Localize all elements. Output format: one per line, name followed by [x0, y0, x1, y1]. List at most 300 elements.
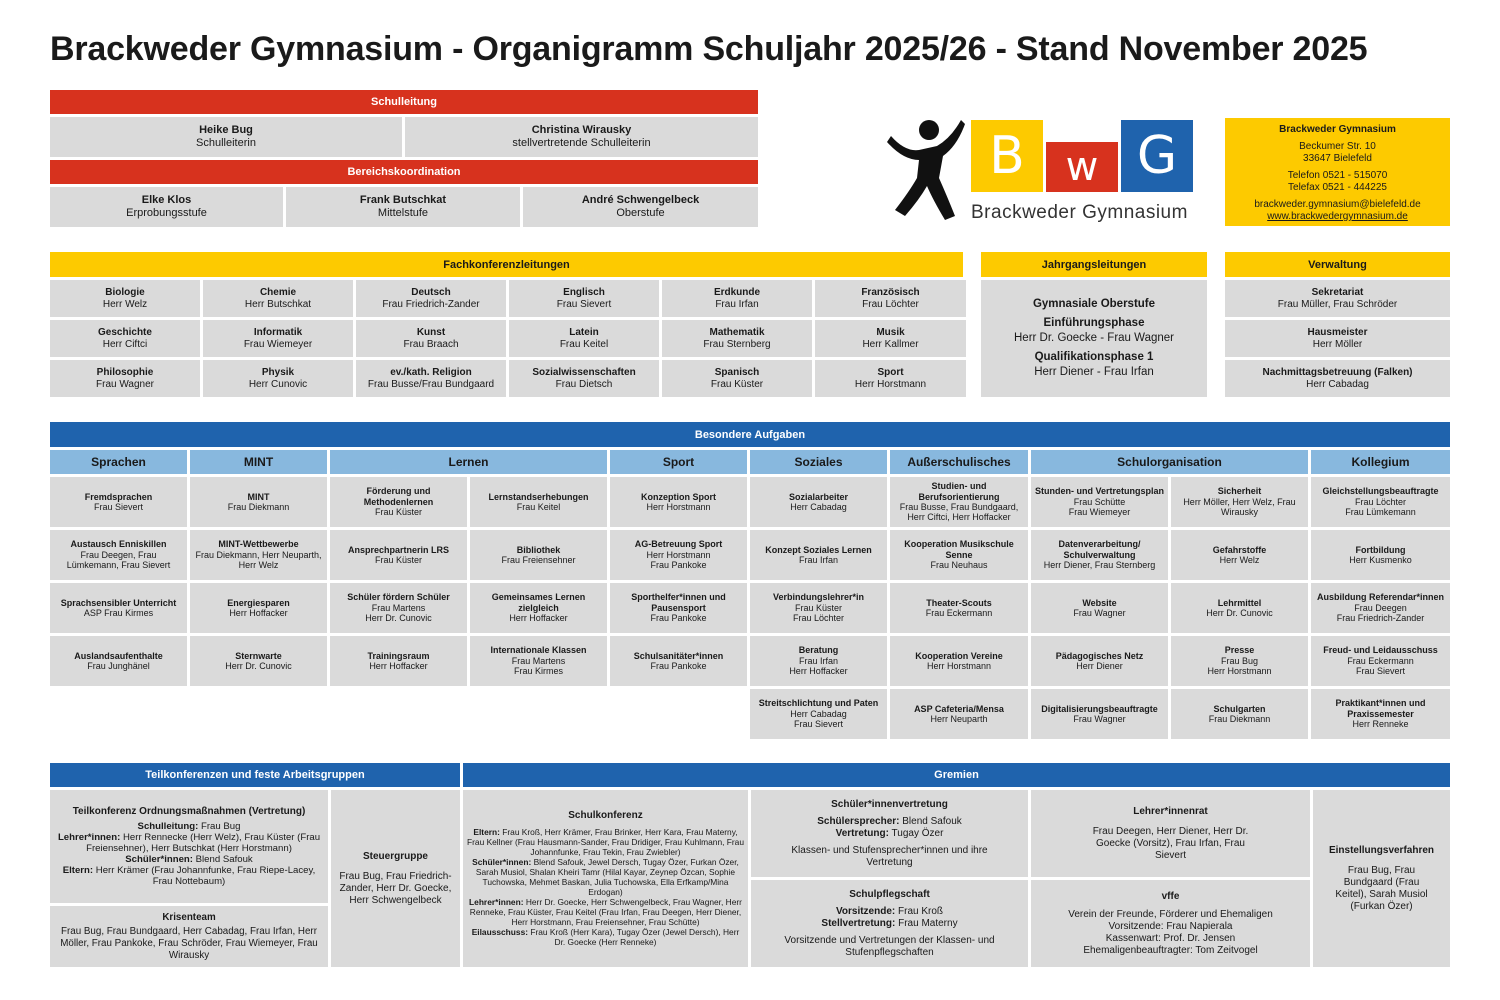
task-people: Herr Dr. Cunovic: [1206, 608, 1273, 618]
task-title: Gefahrstoffe: [1212, 544, 1267, 555]
page-title: Brackweder Gymnasium - Organigramm Schuljahr 2025/26 - Stand November 2025: [50, 30, 1368, 68]
task-cell: [750, 689, 887, 739]
category-header: Soziales: [750, 450, 887, 474]
card-title: Krisenteam: [162, 911, 216, 923]
card-note: Vorsitzende und Vertretungen der Klassen- und Stufenpflegschaften: [784, 934, 995, 958]
task-title: Bibliothek: [516, 544, 561, 555]
fachkonferenz-cell: [50, 280, 200, 317]
task-cell: [610, 477, 747, 527]
task-people: Herr Kusmenko: [1349, 555, 1412, 565]
subject-name: Philosophie: [96, 366, 154, 378]
address-box: [1225, 118, 1450, 226]
task-cell: [1171, 530, 1308, 580]
task-cell: [50, 477, 187, 527]
task-cell: [890, 530, 1028, 580]
person-name: Christina Wirausky: [531, 123, 632, 136]
lehrerrat-card: [1031, 790, 1310, 877]
besondere-header: Besondere Aufgaben: [50, 422, 1450, 447]
task-people: Frau Eckermann: [925, 608, 993, 618]
task-people: Frau Keitel: [516, 502, 561, 512]
subject-name: Chemie: [259, 286, 297, 298]
task-people: Frau Bug Herr Horstmann: [1207, 655, 1272, 677]
task-title: Sprachsensibler Unterricht: [60, 597, 177, 608]
task-title: MINT-Wettbewerbe: [218, 539, 299, 550]
subject-name: Musik: [876, 326, 905, 338]
card-people: Frau Deegen, Herr Diener, Herr Dr. Goecke (Vorsitz), Frau Irfan, Frau Sievert: [1092, 825, 1249, 861]
card-title: Schulpflegschaft: [849, 888, 930, 900]
task-title: Stunden- und Vertretungsplan: [1035, 486, 1165, 497]
jumping-figure-icon: [885, 116, 967, 221]
vffe-card: [1031, 880, 1310, 967]
task-cell: [190, 636, 327, 686]
task-cell: [1311, 530, 1450, 580]
task-cell: [610, 583, 747, 633]
task-cell: [1171, 477, 1308, 527]
subject-name: Physik: [261, 366, 295, 378]
task-title: ASP Cafeteria/Mensa: [914, 703, 1004, 714]
task-title: Sicherheit: [1217, 486, 1262, 497]
task-people: Herr Dr. Cunovic: [225, 661, 292, 671]
fachkonferenz-cell: [509, 320, 659, 357]
task-title: Gemeinsames Lernen zielgleich: [491, 592, 586, 613]
subject-name: Mathematik: [709, 326, 765, 338]
schulleitung-header: Schulleitung: [50, 90, 758, 114]
task-cell: [190, 477, 327, 527]
task-people: Frau Wagner: [1073, 714, 1126, 724]
person-name: Heike Bug: [199, 123, 253, 136]
task-cell: [50, 530, 187, 580]
school-name: Brackweder Gymnasium: [1279, 124, 1396, 135]
oberstufe-title: Gymnasiale Oberstufe: [1032, 298, 1156, 311]
task-people: Frau Neuhaus: [930, 560, 988, 571]
value: Herr Dr. Goecke, Herr Schwengelbeck, Frau Wagner, Herr Renneke, Frau Küster, Frau Keitel (Frau Irfan, Frau Deegen, Herr Diener, Herr Horstmann, Frau Freiensehner, Frau Schütte): [469, 897, 742, 928]
subject-name: Sozialwissenschaften: [532, 366, 636, 378]
task-cell: [610, 636, 747, 686]
subject-name: ev./kath. Religion: [390, 366, 472, 378]
task-people: Herr Hoffacker: [369, 661, 428, 671]
person-card-mittelstufe: [286, 187, 520, 227]
subject-person: Frau Küster: [710, 378, 764, 390]
person-card-oberstufe: [523, 187, 758, 227]
task-people: Herr Neuparth: [930, 714, 988, 724]
task-people: Frau Irfan: [798, 555, 838, 565]
label: Stellvertretung:: [821, 917, 896, 929]
task-title: Konzept Soziales Lernen: [765, 544, 872, 555]
task-title: Streitschlichtung und Paten: [758, 698, 879, 709]
card-title: Teilkonferenz Ordnungsmaßnahmen (Vertretung): [72, 805, 306, 817]
value: Herr Rennecke (Herr Welz), Frau Küster (Frau Freiensehner), Herr Butschkat (Herr Horstmann): [86, 832, 321, 855]
person-name: Frank Butschkat: [359, 193, 447, 206]
person-card-stellv-schulleiterin: [405, 117, 758, 157]
task-title: Sporthelfer*innen und Pausensport: [631, 592, 726, 613]
task-people: Frau Pankoke: [650, 613, 707, 624]
task-title: Lernstandserhebungen: [488, 491, 589, 502]
task-title: Theater-Scouts: [926, 597, 992, 608]
task-title: Sternwarte: [235, 650, 282, 661]
subject-name: Geschichte: [98, 326, 152, 338]
task-title: Förderung und Methodenlernen: [363, 486, 434, 507]
item-person: Herr Möller: [1312, 338, 1363, 350]
task-cell: [1031, 636, 1168, 686]
item-person: Herr Cabadag: [1306, 378, 1369, 390]
label: Vertretung:: [835, 827, 889, 839]
value: Frau Bug: [200, 821, 241, 833]
vffe-line: Kassenwart: Prof. Dr. Jensen: [1105, 932, 1236, 944]
task-title: Website: [1082, 597, 1117, 608]
logo-subtitle: Brackweder Gymnasium: [971, 202, 1188, 223]
fachkonferenz-cell: [356, 360, 506, 397]
fax: Telefax 0521 - 444225: [1288, 182, 1387, 193]
task-title: AG-Betreuung Sport: [634, 539, 723, 550]
subject-name: Latein: [569, 326, 599, 338]
verwaltung-nachmittag: [1225, 360, 1450, 397]
fachkonferenz-header: Fachkonferenzleitungen: [50, 252, 963, 277]
card-people: Frau Bug, Frau Friedrich-Zander, Herr Dr. Goecke, Herr Schwengelbeck: [339, 870, 452, 906]
task-people: Herr Renneke: [1352, 719, 1409, 730]
task-cell: [1311, 477, 1450, 527]
logo-letter-w: w: [1046, 142, 1118, 192]
task-cell: [330, 530, 467, 580]
task-title: Konzeption Sport: [641, 491, 716, 502]
subject-name: Französisch: [861, 286, 920, 298]
subject-name: Informatik: [253, 326, 303, 338]
task-cell: [610, 530, 747, 580]
category-header: Außerschulisches: [890, 450, 1028, 474]
subject-name: Biologie: [105, 286, 145, 298]
fachkonferenz-cell: [203, 320, 353, 357]
task-people: Frau Wagner: [1073, 608, 1126, 618]
task-people: Herr Diener, Frau Sternberg: [1043, 560, 1156, 571]
subject-name: Sport: [877, 366, 904, 378]
value: Herr Krämer (Frau Johannfunke, Frau Riepe-Lacey, Frau Nottebaum): [95, 865, 316, 888]
vffe-line: Ehemaligenbeauftragter: Tom Zeitvogel: [1083, 944, 1258, 956]
task-title: Schüler fördern Schüler: [347, 592, 450, 603]
fachkonferenz-cell: [815, 280, 966, 317]
subject-person: Herr Welz: [102, 298, 148, 310]
task-title: Kooperation Musikschule Senne: [904, 539, 1014, 560]
task-people: Frau Küster Frau Löchter: [792, 602, 845, 624]
task-people: Frau Deegen, Frau Lümkemann, Frau Sievert: [66, 549, 171, 571]
fachkonferenz-cell: [356, 280, 506, 317]
subject-name: Deutsch: [411, 286, 451, 298]
subject-person: Frau Irfan: [715, 298, 759, 310]
person-role: Mittelstufe: [377, 207, 429, 219]
task-cell: [470, 583, 607, 633]
task-title: Studien- und Berufsorientierung: [918, 481, 1000, 502]
person-name: Elke Klos: [141, 193, 192, 206]
task-title: Auslandsaufenthalte: [74, 650, 163, 661]
krisen-card: [50, 906, 328, 967]
fachkonferenz-cell: [509, 360, 659, 397]
subject-person: Frau Busse/Frau Bundgaard: [367, 378, 495, 390]
task-people: Frau Sievert: [93, 502, 144, 512]
task-title: Pädagogisches Netz: [1055, 650, 1144, 661]
task-people: Frau Eckermann Frau Sievert: [1347, 655, 1414, 677]
card-people: Frau Bug, Frau Bundgaard, Herr Cabadag, Frau Irfan, Herr Möller, Frau Pankoke, Frau Schröder, Frau Wiemeyer, Frau Wirausky: [60, 926, 318, 961]
subject-person: Frau Sievert: [556, 298, 612, 310]
subject-person: Frau Friedrich-Zander: [382, 298, 480, 310]
label: Schüler*innen:: [125, 854, 193, 866]
fachkonferenz-cell: [662, 360, 812, 397]
task-title: Praktikant*innen und Praxissemester: [1335, 698, 1426, 719]
task-cell: [470, 477, 607, 527]
item-title: Sekretariat: [1311, 286, 1364, 298]
subject-person: Herr Butschkat: [244, 298, 312, 310]
task-cell: [750, 636, 887, 686]
fachkonferenz-cell: [815, 360, 966, 397]
spf-card: [751, 880, 1028, 967]
steuer-card: [331, 790, 460, 967]
task-title: Ansprechpartnerin LRS: [347, 544, 450, 555]
ef-people: Herr Dr. Goecke - Frau Wagner: [1014, 332, 1174, 345]
task-people: ASP Frau Kirmes: [83, 608, 154, 618]
task-cell: [190, 583, 327, 633]
task-title: Freud- und Leidausschuss: [1323, 645, 1438, 656]
label: Eltern:: [62, 865, 94, 877]
logo-letter-b: B: [971, 120, 1043, 192]
schulkonferenz-card: [463, 790, 748, 967]
value: Frau Materny: [898, 917, 958, 929]
task-cell: [1171, 636, 1308, 686]
task-people: Frau Deegen Frau Friedrich-Zander: [1336, 602, 1425, 624]
fachkonferenz-cell: [815, 320, 966, 357]
subject-person: Herr Horstmann: [854, 378, 927, 390]
item-title: Nachmittagsbetreuung (Falken): [1262, 366, 1413, 378]
fachkonferenz-cell: [203, 360, 353, 397]
task-cell: [50, 583, 187, 633]
person-role: stellvertretende Schulleiterin: [512, 137, 651, 149]
ef-label: Einführungsphase: [1043, 317, 1145, 330]
category-header: Schulorganisation: [1031, 450, 1308, 474]
task-title: Sozialarbeiter: [788, 491, 849, 502]
task-people: Herr Horstmann: [646, 502, 711, 512]
value: Blend Safouk, Jewel Dersch, Tugay Özer, Furkan Özer, Sarah Musiol, Shalan Kheiri Tamr (Hilal Kayar, Zeynep Özcan, Sophie Tuchowska, Mehmet Baskan, Julia Tuchowska, Ella Erfkamp/Mina Erdogan): [475, 856, 739, 897]
verwaltung-header: Verwaltung: [1225, 252, 1450, 277]
label: Vorsitzende:: [835, 905, 896, 917]
jahrgang-card: [981, 280, 1207, 397]
card-title: Schüler*innenvertretung: [831, 798, 948, 810]
person-card-erprobungsstufe: [50, 187, 283, 227]
label: Eilausschuss:: [471, 927, 529, 938]
task-title: Digitalisierungsbeauftragte: [1041, 703, 1158, 714]
task-title: Presse: [1224, 645, 1255, 656]
subject-person: Frau Wagner: [96, 378, 154, 390]
vffe-line: Verein der Freunde, Förderer und Ehemaligen: [1068, 908, 1273, 920]
task-title: Fortbildung: [1355, 544, 1406, 555]
fachkonferenz-cell: [203, 280, 353, 317]
task-people: Frau Martens Frau Kirmes: [511, 655, 566, 677]
task-people: Herr Möller, Herr Welz, Frau Wirausky: [1183, 496, 1296, 518]
fachkonferenz-cell: [50, 360, 200, 397]
street: Beckumer Str. 10: [1299, 141, 1376, 152]
subject-name: Erdkunde: [713, 286, 761, 298]
card-note: Klassen- und Stufensprecher*innen und ihre Vertretung: [791, 844, 988, 868]
card-title: Schulkonferenz: [568, 809, 643, 821]
subject-person: Herr Kallmer: [862, 338, 919, 350]
task-cell: [1031, 689, 1168, 739]
task-title: Kooperation Vereine: [915, 650, 1003, 661]
task-title: Energiesparen: [227, 597, 290, 608]
task-people: Herr Welz: [1219, 555, 1260, 565]
task-title: MINT: [247, 491, 270, 502]
person-role: Oberstufe: [616, 207, 665, 219]
task-cell: [750, 477, 887, 527]
task-people: Herr Hoffacker: [509, 613, 568, 624]
task-people: Herr Cabadag: [790, 502, 847, 512]
fachkonferenz-cell: [509, 280, 659, 317]
task-people: Herr Horstmann Frau Pankoke: [646, 549, 711, 571]
value: Frau Kroß: [898, 905, 944, 917]
card-title: Lehrer*innenrat: [1133, 805, 1208, 817]
task-title: Schulgarten: [1213, 703, 1266, 714]
category-header: Kollegium: [1311, 450, 1450, 474]
label: Schulleitung:: [137, 821, 199, 833]
task-people: Frau Busse, Frau Bundgaard, Herr Ciftci, Herr Hoffacker: [899, 502, 1019, 523]
sv-card: [751, 790, 1028, 877]
task-people: Frau Irfan Herr Hoffacker: [789, 655, 848, 677]
task-cell: [1031, 530, 1168, 580]
card-title: Steuergruppe: [362, 850, 428, 862]
task-cell: [1311, 636, 1450, 686]
task-people: Frau Küster: [374, 555, 423, 565]
value: Blend Safouk: [902, 815, 962, 827]
task-people: Frau Löchter Frau Lümkemann: [1345, 496, 1416, 518]
subject-name: Spanisch: [714, 366, 760, 378]
task-people: Frau Schütte Frau Wiemeyer: [1068, 496, 1131, 518]
task-cell: [470, 530, 607, 580]
task-cell: [330, 477, 467, 527]
subject-person: Herr Ciftci: [102, 338, 148, 350]
website-link[interactable]: www.brackwedergymnasium.de: [1267, 211, 1408, 222]
vffe-line: Vorsitzende: Frau Napierala: [1108, 920, 1233, 932]
ordnung-card: [50, 790, 328, 903]
value: Frau Kroß, Herr Krämer, Frau Brinker, Herr Kara, Frau Materny, Frau Kellner (Frau Hausmann-Sander, Frau Dridiger, Frau Kuhlmann, Frau Johannfunke, Frau Tekin, Frau Zwiebler): [467, 826, 744, 857]
task-cell: [890, 689, 1028, 739]
city: 33647 Bielefeld: [1303, 153, 1372, 164]
task-cell: [1311, 583, 1450, 633]
task-cell: [750, 583, 887, 633]
task-title: Gleichstellungsbeauftragte: [1322, 486, 1439, 497]
person-role: Erprobungsstufe: [126, 207, 207, 219]
task-people: Frau Pankoke: [650, 661, 707, 671]
teilkonferenzen-header: Teilkonferenzen und feste Arbeitsgruppen: [50, 763, 460, 787]
task-cell: [750, 530, 887, 580]
gremien-header: Gremien: [463, 763, 1450, 787]
category-header: MINT: [190, 450, 327, 474]
fachkonferenz-cell: [662, 280, 812, 317]
task-people: Herr Horstmann: [926, 661, 991, 671]
value: Frau Kroß (Herr Kara), Tugay Özer (Jewel Dersch), Herr Dr. Goecke (Herr Renneke): [530, 927, 740, 948]
task-cell: [330, 583, 467, 633]
task-people: Frau Martens Herr Dr. Cunovic: [365, 602, 432, 624]
subject-person: Herr Cunovic: [248, 378, 308, 390]
task-cell: [50, 636, 187, 686]
item-title: Hausmeister: [1307, 326, 1368, 338]
category-header: Sprachen: [50, 450, 187, 474]
task-title: Austausch Enniskillen: [70, 539, 167, 550]
label: Schüler*innen:: [472, 856, 532, 867]
bereichskoordination-header: Bereichskoordination: [50, 160, 758, 184]
value: Blend Safouk: [195, 854, 253, 866]
task-cell: [190, 530, 327, 580]
school-logo: [885, 112, 1210, 227]
item-person: Frau Müller, Frau Schröder: [1277, 298, 1398, 310]
subject-name: Kunst: [416, 326, 446, 338]
person-name: André Schwengelbeck: [581, 193, 700, 206]
card-title: Einstellungsverfahren: [1328, 844, 1435, 856]
task-people: Frau Diekmann: [1208, 714, 1271, 724]
task-people: Frau Diekmann: [227, 502, 290, 512]
task-cell: [1171, 583, 1308, 633]
task-people: Herr Diener: [1076, 661, 1123, 671]
label: Schülersprecher:: [817, 815, 900, 827]
label: Eltern:: [473, 826, 500, 837]
card-title: vffe: [1161, 890, 1180, 902]
fachkonferenz-cell: [662, 320, 812, 357]
task-title: Beratung: [798, 645, 839, 656]
label: Lehrer*innen:: [57, 832, 121, 844]
einstellung-card: [1313, 790, 1450, 967]
task-cell: [890, 636, 1028, 686]
category-header: Lernen: [330, 450, 607, 474]
logo-letter-g: G: [1121, 120, 1193, 192]
task-people: Frau Küster: [374, 507, 423, 518]
task-title: Datenverarbeitung/ Schulverwaltung: [1058, 539, 1141, 560]
task-people: Herr Hoffacker: [229, 608, 288, 618]
value: Tugay Özer: [891, 827, 944, 839]
task-title: Fremdsprachen: [84, 491, 153, 502]
subject-person: Frau Braach: [403, 338, 459, 350]
task-title: Schulsanitäter*innen: [633, 650, 724, 661]
task-cell: [1171, 689, 1308, 739]
fachkonferenz-cell: [356, 320, 506, 357]
task-title: Trainingsraum: [367, 650, 430, 661]
jahrgang-header: Jahrgangsleitungen: [981, 252, 1207, 277]
verwaltung-sekretariat: [1225, 280, 1450, 317]
task-cell: [890, 583, 1028, 633]
verwaltung-hausmeister: [1225, 320, 1450, 357]
person-card-schulleiterin: [50, 117, 402, 157]
subject-person: Frau Keitel: [559, 338, 609, 350]
subject-person: Frau Sternberg: [703, 338, 771, 350]
task-title: Internationale Klassen: [490, 645, 587, 656]
task-cell: [1311, 689, 1450, 739]
person-role: Schulleiterin: [196, 137, 256, 149]
phone: Telefon 0521 - 515070: [1287, 170, 1388, 181]
task-people: Herr Cabadag Frau Sievert: [790, 708, 847, 730]
category-header: Sport: [610, 450, 747, 474]
label: Lehrer*innen:: [469, 897, 524, 908]
subject-name: Englisch: [563, 286, 605, 298]
task-title: Lehrmittel: [1217, 597, 1262, 608]
subject-person: Frau Dietsch: [555, 378, 613, 390]
task-cell: [890, 477, 1028, 527]
task-people: Frau Freiensehner: [501, 555, 576, 565]
q1-label: Qualifikationsphase 1: [1034, 350, 1154, 363]
task-people: Frau Diekmann, Herr Neuparth, Herr Welz: [195, 549, 322, 571]
task-cell: [470, 636, 607, 686]
subject-person: Frau Löchter: [862, 298, 919, 310]
q1-people: Herr Diener - Frau Irfan: [1034, 365, 1154, 378]
subject-person: Frau Wiemeyer: [243, 338, 313, 350]
task-title: Verbindungslehrer*in: [772, 592, 865, 603]
task-cell: [1031, 583, 1168, 633]
task-cell: [330, 636, 467, 686]
task-cell: [1031, 477, 1168, 527]
email-link[interactable]: brackweder.gymnasium@bielefeld.de: [1254, 199, 1421, 210]
task-people: Frau Junghänel: [87, 661, 150, 671]
task-title: Ausbildung Referendar*innen: [1316, 592, 1444, 603]
